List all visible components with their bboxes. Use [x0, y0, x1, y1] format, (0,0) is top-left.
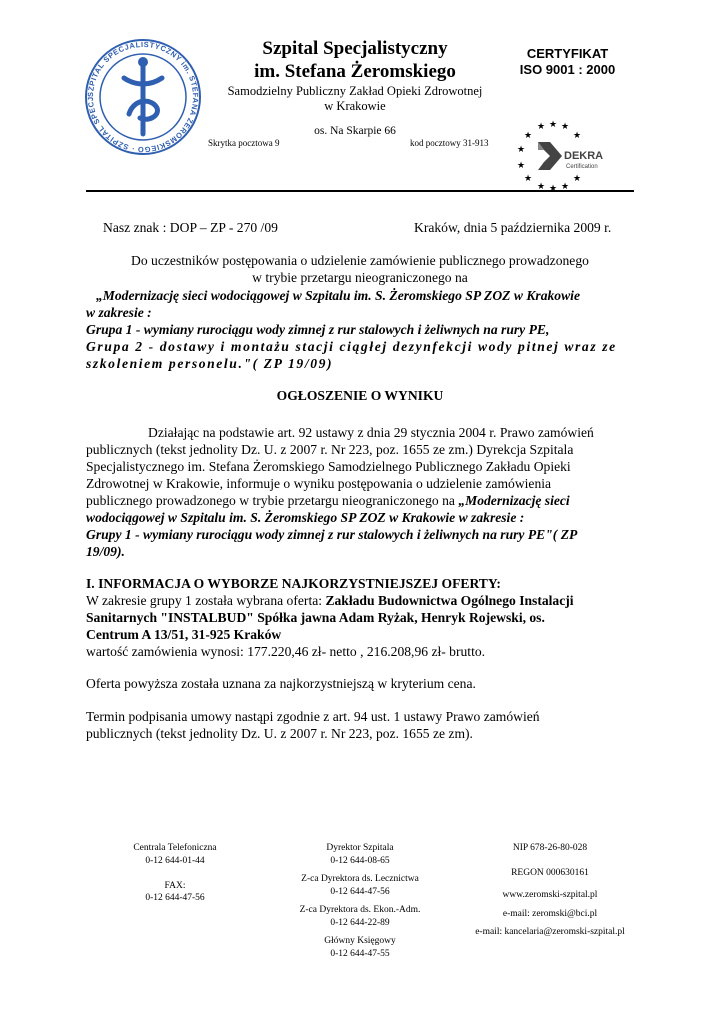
paragraph3-line2: publicznych (tekst jednolity Dz. U. z 2007 r. Nr 223, poz. 1655 ze zm). [86, 726, 473, 741]
paragraph1-line4: Zdrowotnej w Krakowie, informuje o wyniku postępowania o udzielenie zamówienia [86, 476, 552, 491]
hospital-subtitle-line1: Samodzielny Publiczny Zakład Opieki Zdrowotnej [227, 84, 483, 98]
paragraph1-line5-subject: „Modernizację sieci [458, 493, 570, 508]
svg-text:★: ★ [524, 131, 533, 141]
paragraph1-line7: Grupy 1 - wymiany rurociągu wody zimnej z rur stalowych i żeliwnych na rury PE"( ZP [86, 527, 578, 542]
footer-switchboard-phone: 0-12 644-01-44 [145, 855, 205, 866]
paragraph1-line3: Specjalistycznego im. Stefana Żeromskiego Samodzielnego Publicznego Zakładu Opieki [86, 459, 571, 474]
section1-line1 [86, 592, 574, 609]
hospital-name-line2: im. Stefana Żeromskiego [254, 61, 456, 82]
svg-text:★: ★ [537, 122, 546, 132]
reference-number: Nasz znak : DOP – ZP - 270 /09 [103, 220, 278, 235]
paragraph1-line2: publicznych (tekst jednolity Dz. U. z 2007 r. Nr 223, poz. 1655 ze zm.) Dyrekcja Szpitala [86, 442, 574, 457]
footer-deputy-medical-label: Z-ca Dyrektora ds. Lecznictwa [301, 874, 419, 884]
logo-ring-text: SZPITAL SPECJALISTYCZNY im. STEFANA ŻEROMSKIEGO · SZPITAL SPECJ [85, 39, 201, 155]
footer-deputy-admin-phone: 0-12 644-22-89 [330, 917, 390, 928]
hospital-address: os. Na Skarpie 66 [314, 125, 396, 137]
paragraph1-line8: 19/09). [86, 544, 125, 559]
footer-fax-label: FAX: [164, 880, 186, 891]
subject-line2: w zakresie : [86, 305, 152, 320]
svg-text:★: ★ [549, 120, 558, 130]
paragraph1-line5-text: publicznego prowadzonego w trybie przetargu nieograniczonego na [86, 493, 455, 508]
footer-deputy-admin-label: Z-ca Dyrektora ds. Ekon.-Adm. [299, 905, 421, 915]
svg-text:★: ★ [517, 145, 526, 155]
svg-text:★: ★ [561, 122, 570, 132]
hospital-name-line1: Szpital Specjalistyczny [262, 38, 448, 59]
footer-regon: REGON 000630161 [511, 867, 589, 878]
svg-text:★: ★ [573, 174, 582, 184]
paragraph1-line1: Działając na podstawie art. 92 ustawy z dnia 29 stycznia 2004 r. Prawo zamówień [148, 425, 594, 440]
section1-line3: Centrum A 13/51, 31-925 Kraków [86, 627, 282, 642]
svg-text:★: ★ [549, 184, 558, 194]
hospital-pobox: Skrytka pocztowa 9 [208, 138, 280, 148]
footer-website[interactable]: www.zeromski-szpital.pl [502, 890, 598, 900]
certificate-label: CERTYFIKAT [526, 46, 609, 61]
hospital-subtitle-line2: w Krakowie [324, 99, 386, 113]
footer-deputy-medical-phone: 0-12 644-47-56 [330, 886, 390, 897]
footer-email-main[interactable]: e-mail: zeromski@bci.pl [502, 908, 598, 919]
footer-email-office[interactable]: e-mail: kancelaria@zeromski-szpital.pl [475, 927, 625, 937]
paragraph2: Oferta powyższa została uznana za najkorzystniejszą w kryterium cena. [86, 676, 476, 691]
footer-accountant-phone: 0-12 644-47-55 [330, 948, 390, 959]
dekra-certification: Certification [566, 164, 598, 170]
svg-text:★: ★ [561, 182, 570, 192]
svg-text:★: ★ [524, 174, 533, 184]
footer-fax-number: 0-12 644-47-56 [145, 893, 205, 903]
paragraph3-line1: Termin podpisania umowy nastąpi zgodnie z art. 94 ust. 1 ustawy Prawo zamówień [86, 709, 540, 724]
section1-winner-name: Zakładu Budownictwa Ogólnego Instalacji [325, 593, 574, 608]
svg-text:★: ★ [573, 131, 582, 141]
dekra-name: DEKRA [564, 150, 604, 162]
subject-line5: szkoleniem personelu."( ZP 19/09) [86, 356, 334, 371]
section1-heading: I. INFORMACJA O WYBORZE NAJKORZYSTNIEJSZEJ OFERTY: [86, 576, 501, 591]
hospital-postcode: kod pocztowy 31-913 [410, 138, 489, 148]
subject-line1: „Modernizację sieci wodociągowej w Szpitalu im. S. Żeromskiego SP ZOZ w Krakowie [96, 288, 580, 303]
header-divider [86, 190, 634, 192]
section1-line1-text: W zakresie grupy 1 została wybrana oferta: [86, 593, 323, 608]
footer-identifiers [455, 842, 645, 939]
dekra-logo [510, 118, 620, 194]
subject-line4: Grupa 2 - dostawy i montażu stacji ciągłej dezynfekcji wody pitnej wraz ze [86, 339, 617, 354]
footer-director-phone: 0-12 644-08-65 [330, 855, 390, 866]
notice-heading: OGŁOSZENIE O WYNIKU [276, 388, 444, 403]
section1-line2: Sanitarnych "INSTALBUD" Spółka jawna Adam Ryżak, Henryk Rojewski, os. [86, 610, 545, 625]
footer-switchboard [105, 842, 245, 905]
certificate-standard: ISO 9001 : 2000 [519, 62, 616, 77]
footer-switchboard-label: Centrala Telefoniczna [133, 843, 217, 853]
footer-directors [275, 842, 445, 960]
paragraph1-line5 [86, 492, 570, 509]
footer-director-label: Dyrektor Szpitala [326, 843, 394, 853]
section1-order-value: wartość zamówienia wynosi: 177.220,46 zł- netto , 216.208,96 zł- brutto. [86, 644, 486, 659]
paragraph1-line6: wodociągowej w Szpitalu im. S. Żeromskiego SP ZOZ w Krakowie w zakresie : [86, 510, 525, 525]
footer-nip: NIP 678-26-80-028 [512, 843, 588, 853]
subject-line3: Grupa 1 - wymiany rurociągu wody zimnej z rur stalowych i żeliwnych na rury PE, [86, 322, 550, 337]
addressee-line1: Do uczestników postępowania o udzielenie zamówienie publicznego prowadzonego [131, 253, 589, 268]
svg-text:★: ★ [537, 182, 546, 192]
hospital-logo [84, 38, 202, 156]
footer-accountant-label: Główny Księgowy [324, 936, 396, 946]
svg-text:★: ★ [517, 161, 526, 171]
addressee-line2: w trybie przetargu nieograniczonego na [252, 270, 468, 285]
letter-date: Kraków, dnia 5 października 2009 r. [414, 220, 612, 235]
